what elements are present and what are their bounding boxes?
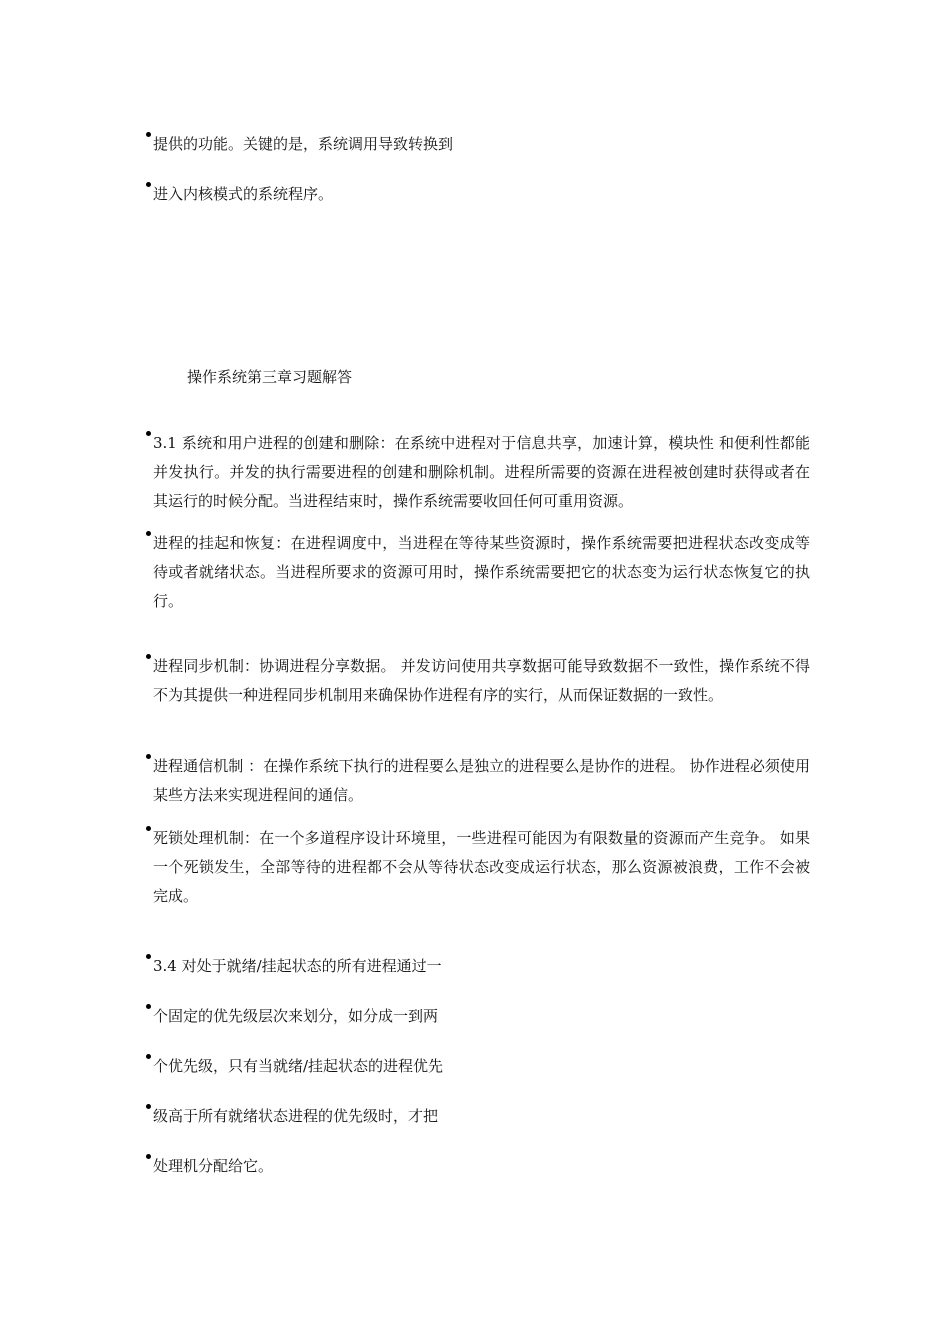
paragraph-deadlock: 死锁处理机制：在一个多道程序设计环境里，一些进程可能因为有限数量的资源而产生竞争。 如果一个死锁发生，全部等待的进程都不会从等待状态改变成运行状态，那么资源被浪费，工作不会被完成。	[146, 824, 810, 911]
bullet-icon	[146, 182, 151, 187]
intro-line-1: 提供的功能。关键的是，系统调用导致转换到	[146, 130, 810, 159]
bullet-icon	[146, 431, 151, 436]
section-3-4-line-3: 个优先级，只有当就绪/挂起状态的进程优先	[146, 1052, 810, 1081]
bullet-icon	[146, 1004, 151, 1009]
paragraph-process-suspend: 进程的挂起和恢复：在进程调度中，当进程在等待某些资源时，操作系统需要把进程状态改变成等待或者就绪状态。当进程所要求的资源可用时，操作系统需要把它的状态变为运行状态恢复它的执行。	[146, 529, 810, 616]
paragraph-process-sync: 进程同步机制：协调进程分享数据。 并发访问使用共享数据可能导致数据不一致性，操作系统不得不为其提供一种进程同步机制用来确保协作进程有序的实行，从而保证数据的一致性。	[146, 652, 810, 710]
paragraph-process-creation: 3.1 系统和用户进程的创建和删除：在系统中进程对于信息共享，加速计算，模块性 和便利性都能并发执行。并发的执行需要进程的创建和删除机制。进程所需要的资源在进程被创建时获得或者在其运行的时候分配。当进程结束时，操作系统需要收回任何可重用资源。	[146, 429, 810, 516]
bullet-icon	[146, 654, 151, 659]
bullet-icon	[146, 826, 151, 831]
bullet-icon	[146, 132, 151, 137]
section-3-4-line-4: 级高于所有就绪状态进程的优先级时，才把	[146, 1102, 810, 1131]
bullet-icon	[146, 954, 151, 959]
bullet-icon	[146, 754, 151, 759]
paragraph-process-communication: 进程通信机制 ：在操作系统下执行的进程要么是独立的进程要么是协作的进程。 协作进程必须使用某些方法来实现进程间的通信。	[146, 752, 810, 810]
bullet-icon	[146, 1154, 151, 1159]
bullet-icon	[146, 1104, 151, 1109]
section-3-4-line-2: 个固定的优先级层次来划分，如分成一到两	[146, 1002, 810, 1031]
bullet-icon	[146, 1054, 151, 1059]
document-title: 操作系统第三章习题解答	[187, 368, 353, 386]
section-3-4-line-1: 3.4 对处于就绪/挂起状态的所有进程通过一	[146, 952, 810, 981]
bullet-icon	[146, 531, 151, 536]
section-3-4-line-5: 处理机分配给它。	[146, 1152, 810, 1181]
intro-line-2: 进入内核模式的系统程序。	[146, 180, 810, 209]
